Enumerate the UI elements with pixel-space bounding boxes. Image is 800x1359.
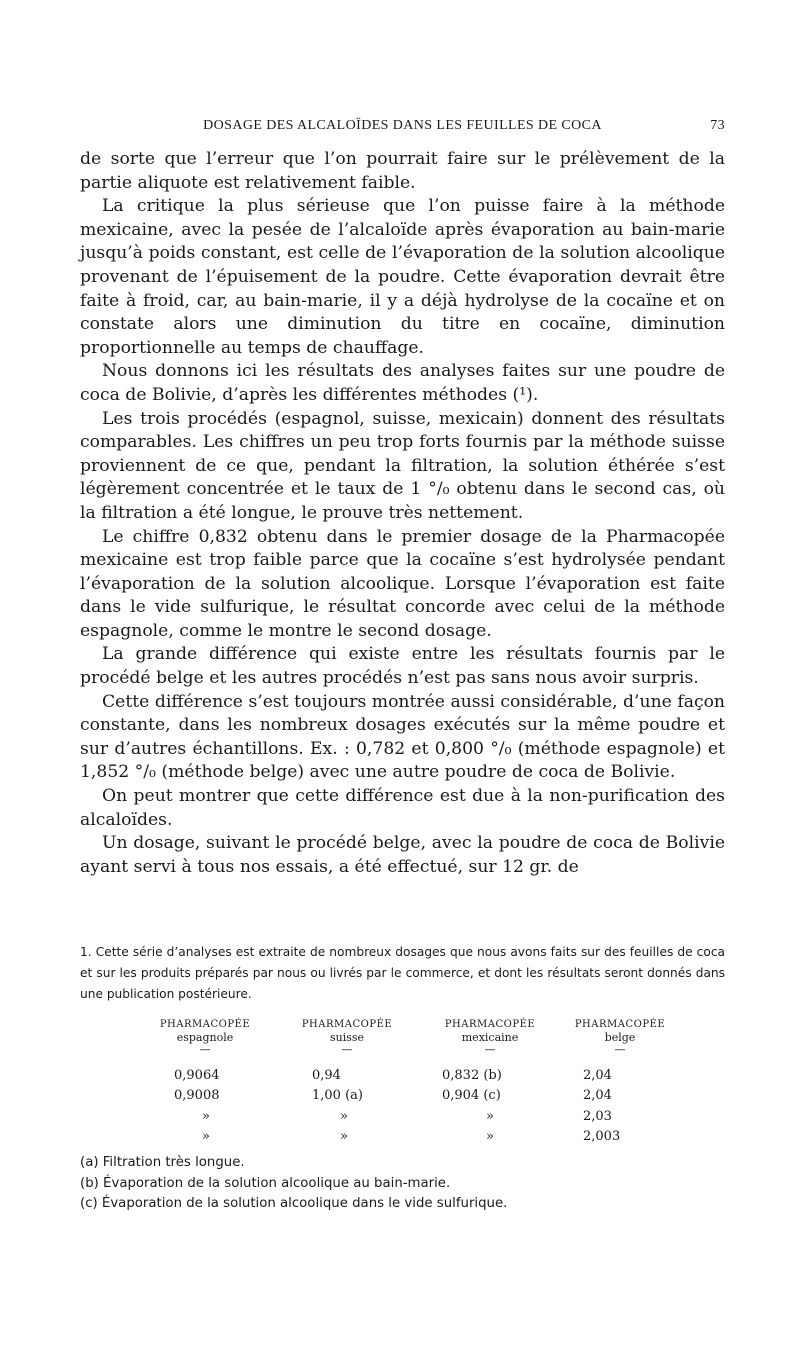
table-column-espagnole	[140, 1018, 270, 1056]
paragraph: Le chiffre 0,832 obtenu dans le premier dosage de la Pharmacopée mexicaine est trop faible parce que la cocaïne s’est hydrolysée pendant l’évaporation de la solution alcoolique. Lorsque l’évaporation est faite dans le vide sulfurique, le résultat concorde avec celui de la méthode espagnole, comme le montre le second dosage.	[80, 526, 725, 641]
table-cell: 0,832 (b)	[442, 1068, 502, 1083]
table-cell: »	[202, 1129, 210, 1144]
column-subheader: suisse	[329, 1031, 365, 1044]
column-rule: —	[341, 1043, 353, 1056]
table-cell: 0,904 (c)	[442, 1088, 501, 1103]
column-rule: —	[484, 1043, 496, 1056]
table-cell: »	[486, 1129, 494, 1144]
table-cell: 2,03	[583, 1109, 612, 1124]
column-header: PHARMACOPÉE	[159, 1019, 251, 1030]
column-rule: —	[614, 1043, 626, 1056]
paragraph: La grande différence qui existe entre les résultats fournis par le procédé belge et les autres procédés n’est pas sans nous avoir surpris.	[80, 644, 725, 689]
table-cell: 2,04	[583, 1068, 612, 1083]
running-head-title: DOSAGE DES ALCALOÏDES DANS LES FEUILLES DE COCA	[203, 118, 602, 133]
table-note: (c) Évaporation de la solution alcoolique dans le vide sulfurique.	[80, 1196, 508, 1211]
table-column-belge	[555, 1018, 685, 1056]
paragraph: Les trois procédés (espagnol, suisse, mexicain) donnent des résultats comparables. Les chiffres un peu trop forts fournis par la méthode suisse proviennent de ce que, pendant la filtration, la solution éthérée s’est légèrement concentrée et le taux de 1 °/₀ obtenu dans le second cas, où la filtration a été longue, le prouve très nettement.	[80, 408, 725, 523]
column-header: PHARMACOPÉE	[301, 1019, 393, 1030]
paragraph: de sorte que l’erreur que l’on pourrait faire sur le prélèvement de la partie aliquote est relativement faible.	[80, 149, 725, 193]
body-text	[80, 148, 725, 879]
table-cell: »	[340, 1109, 348, 1124]
table-cell: »	[486, 1109, 494, 1124]
paragraph: Un dosage, suivant le procédé belge, avec la poudre de coca de Bolivie ayant servi à tous nos essais, a été effectué, sur 12 gr. de	[80, 833, 725, 877]
paragraph: Nous donnons ici les résultats des analyses faites sur une poudre de coca de Bolivie, d’après les différentes méthodes (¹).	[80, 361, 725, 405]
table-notes	[80, 1153, 725, 1215]
table-cell: 0,94	[312, 1068, 341, 1083]
table-cell: 0,9008	[174, 1088, 220, 1103]
table-note: (a) Filtration très longue.	[80, 1155, 245, 1170]
paragraph: On peut montrer que cette différence est due à la non-purification des alcaloïdes.	[80, 786, 725, 830]
page-number: 73	[710, 118, 725, 133]
table-cell: 1,00 (a)	[312, 1088, 363, 1103]
column-rule: —	[199, 1043, 211, 1056]
table-cell: »	[202, 1109, 210, 1124]
table-column-mexicaine	[425, 1018, 555, 1056]
paragraph: Cette différence s’est toujours montrée aussi considérable, d’une façon constante, dans les nombreux dosages exécutés sur la même poudre et sur d’autres échantillons. Ex. : 0,782 et 0,800 °/₀ (méthode espagnole) et 1,852 °/₀ (méthode belge) avec une autre poudre de coca de Bolivie.	[80, 691, 725, 783]
column-header: PHARMACOPÉE	[574, 1019, 666, 1030]
table-cell: »	[340, 1129, 348, 1144]
footnote: 1. Cette série d’analyses est extraite de nombreux dosages que nous avons faits sur des feuilles de coca et sur les produits préparés par nous ou livrés par le commerce, et dont les résultats seront donnés dans une publication postérieure.	[80, 945, 725, 1001]
table-column-suisse	[282, 1018, 412, 1056]
table-cell: 2,003	[583, 1129, 621, 1144]
running-head	[80, 118, 725, 140]
column-subheader: mexicaine	[461, 1031, 519, 1044]
paragraph: La critique la plus sérieuse que l’on puisse faire à la méthode mexicaine, avec la pesée de l’alcaloïde après évaporation au bain-marie jusqu’à poids constant, est celle de l’évaporation de la solution alcoolique provenant de l’épuisement de la poudre. Cette évaporation devrait être faite à froid, car, au bain-marie, il y a déjà hydrolyse de la cocaïne et on constate alors une diminution du titre en cocaïne, diminution proportionnelle au temps de chauffage.	[80, 196, 725, 358]
table-note: (b) Évaporation de la solution alcoolique au bain-marie.	[80, 1175, 451, 1191]
column-subheader: espagnole	[176, 1031, 234, 1044]
column-subheader: belge	[604, 1031, 636, 1044]
table-cell: 0,9064	[174, 1068, 220, 1083]
table-cell: 2,04	[583, 1088, 612, 1103]
column-header: PHARMACOPÉE	[444, 1019, 536, 1030]
